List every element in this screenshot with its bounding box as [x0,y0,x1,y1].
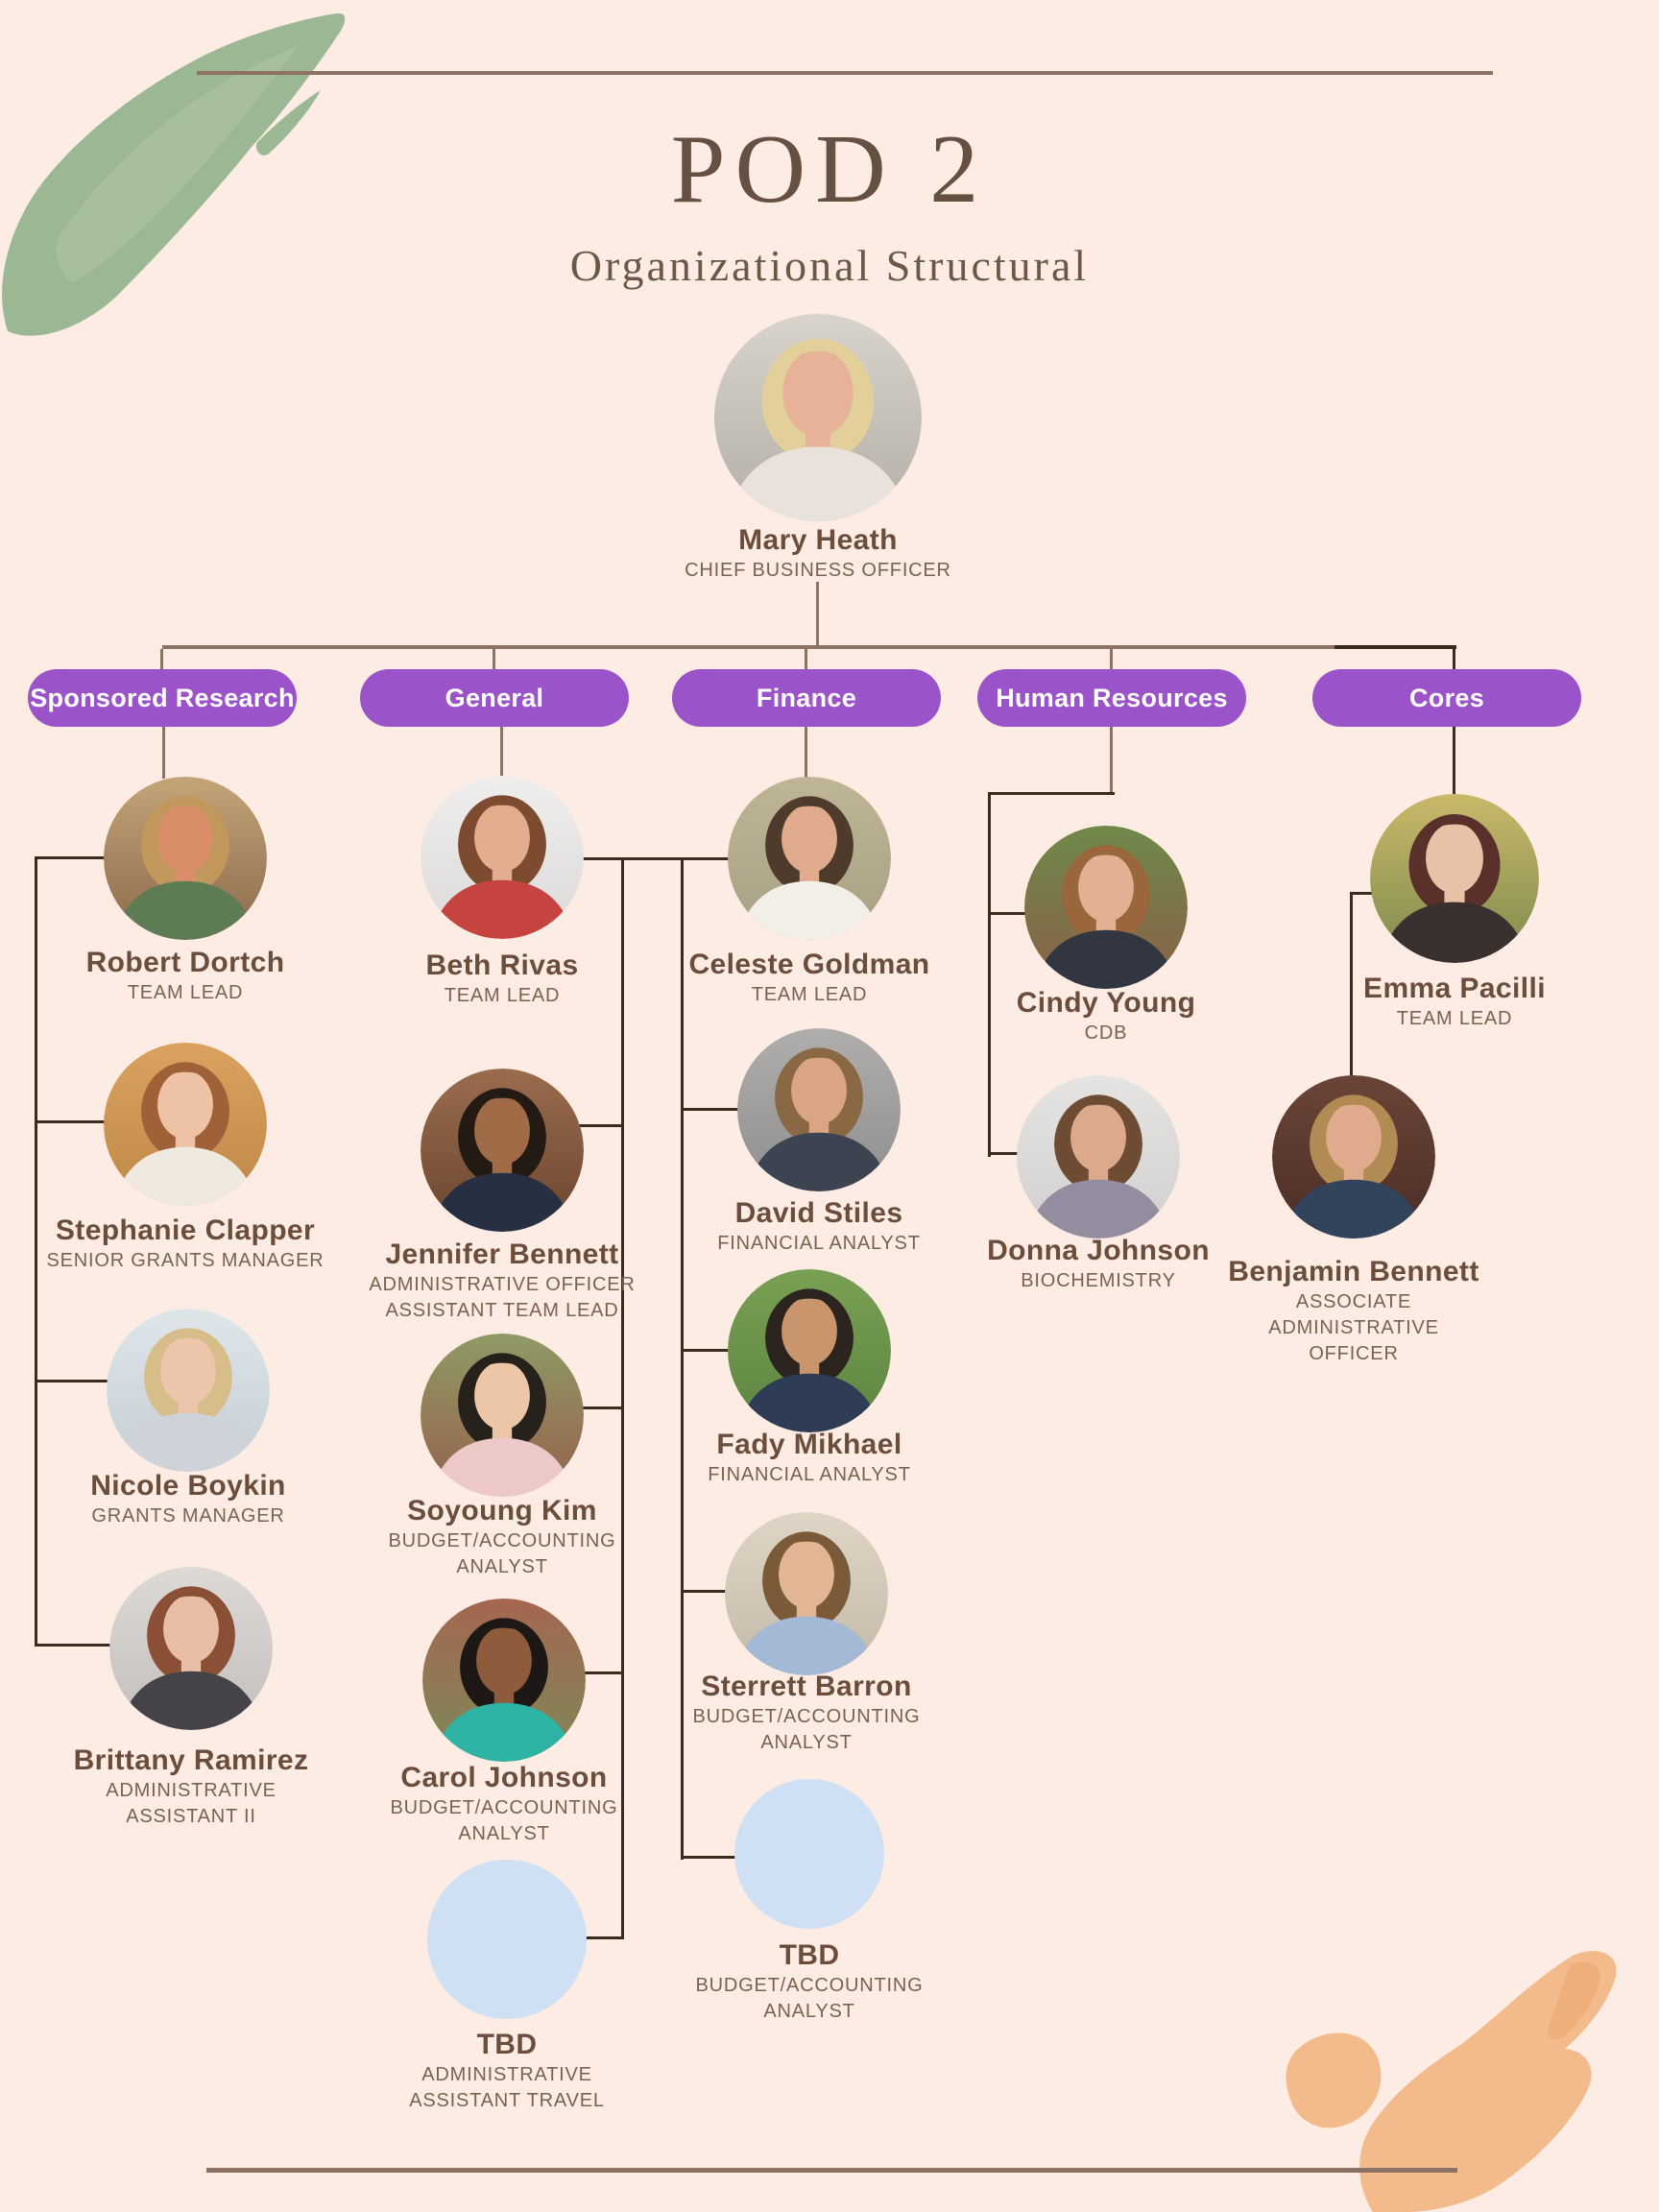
person-title: BUDGET/ACCOUNTING [390,1797,618,1818]
person-name: Mary Heath [738,524,898,556]
person-photo [104,777,267,940]
person-name: Emma Pacilli [1363,973,1546,1004]
person-name: Brittany Ramirez [73,1744,309,1776]
connector-line [988,792,1115,795]
person-photo [104,1043,267,1206]
person-name: Donna Johnson [987,1235,1210,1266]
person-photo [1370,794,1539,963]
connector-line [500,727,503,778]
person-title: ASSISTANT TEAM LEAD [385,1300,619,1321]
person-name: Fady Mikhael [716,1429,902,1460]
person-title: ASSISTANT TRAVEL [409,2090,605,2111]
person-title: CHIEF BUSINESS OFFICER [685,560,951,581]
person-title: OFFICER [1309,1343,1399,1364]
person-title: GRANTS MANAGER [91,1505,285,1527]
person-name: Robert Dortch [85,947,285,978]
person-photo [109,1567,273,1730]
person-title: ANALYST [456,1556,548,1577]
person-photo [107,1309,270,1472]
person-title: ASSOCIATE [1295,1291,1412,1312]
person-title: TEAM LEAD [1396,1008,1513,1029]
department-pill-label: Human Resources [996,683,1228,712]
person-title: BUDGET/ACCOUNTING [388,1530,616,1551]
person-photo [714,314,922,521]
person-name: Celeste Goldman [688,949,930,980]
department-pill-label: General [445,683,544,712]
connector-line [493,649,495,671]
person-photo [728,777,891,940]
person-title: TEAM LEAD [127,982,244,1003]
person-photo [1017,1075,1180,1238]
connector-line [681,1856,736,1859]
department-pill-label: Cores [1408,683,1485,712]
person-name: Nicole Boykin [90,1470,286,1502]
page-subtitle: Organizational Structural [569,241,1090,290]
person-title: ADMINISTRATIVE [421,2064,592,2085]
connector-line [805,727,807,779]
person-name: Sterrett Barron [701,1671,912,1702]
tbd-photo-placeholder [427,1860,587,2019]
person-title: ASSISTANT II [126,1806,256,1827]
person-title: CDB [1084,1022,1128,1044]
person-title: ADMINISTRATIVE [106,1780,276,1801]
person-title: FINANCIAL ANALYST [717,1233,921,1254]
person-photo [421,1069,584,1232]
person-title: SENIOR GRANTS MANAGER [46,1250,325,1271]
connector-line [206,2168,1457,2173]
connector-line [988,912,1027,915]
connector-line [1110,649,1113,671]
person-name: Jennifer Bennett [385,1238,619,1270]
connector-line [1334,645,1456,649]
person-photo [728,1269,891,1432]
connector-line [35,1380,109,1382]
connector-line [582,857,732,860]
department-pill-general [360,669,629,727]
connector-line [35,1120,108,1123]
person-photo [737,1028,901,1191]
person-name: Soyoung Kim [407,1495,597,1527]
connector-line [805,649,807,671]
person-photo [421,1334,584,1497]
person-title: ADMINISTRATIVE OFFICER [369,1274,636,1295]
connector-line [35,856,108,859]
person-title: BUDGET/ACCOUNTING [692,1706,921,1727]
person-photo [421,776,584,939]
person-title: FINANCIAL ANALYST [708,1464,911,1485]
connector-line [681,1590,731,1593]
person-name: TBD [779,1939,840,1971]
person-photo [1024,826,1188,989]
connector-line [197,71,1493,75]
page-title: POD 2 [670,115,989,224]
person-title: ANALYST [763,2001,855,2022]
connector-line [160,649,163,671]
connector-line [681,1108,740,1111]
department-pill-cores [1312,669,1581,727]
person-name: Beth Rivas [425,950,579,981]
person-photo [1272,1075,1435,1238]
person-title: ADMINISTRATIVE [1268,1317,1439,1338]
person-title: TEAM LEAD [444,985,561,1006]
department-pill-label: Sponsored Research [30,683,295,712]
person-name: TBD [476,2029,538,2060]
person-name: Stephanie Clapper [55,1214,316,1246]
connector-line [162,727,165,779]
connector-line [162,645,1336,649]
person-name: David Stiles [734,1197,903,1229]
person-title: ANALYST [458,1823,550,1844]
person-title: BUDGET/ACCOUNTING [695,1975,924,1996]
tbd-photo-placeholder [734,1779,884,1929]
person-title: ANALYST [760,1732,853,1753]
connector-line [816,582,819,646]
person-title: TEAM LEAD [751,984,868,1005]
person-name: Carol Johnson [400,1762,608,1793]
department-pill-label: Finance [756,683,857,712]
connector-line [582,1407,623,1409]
department-pill-human-resources [977,669,1246,727]
person-photo [422,1599,586,1762]
department-pill-sponsored-research [28,669,297,727]
person-photo [725,1512,888,1675]
person-title: BIOCHEMISTRY [1021,1270,1176,1291]
connector-line [35,1644,115,1647]
person-name: Cindy Young [1016,987,1196,1019]
department-pill-finance [672,669,941,727]
connector-line [1110,727,1113,794]
person-name: Benjamin Bennett [1228,1256,1479,1287]
connector-line [681,1349,733,1352]
